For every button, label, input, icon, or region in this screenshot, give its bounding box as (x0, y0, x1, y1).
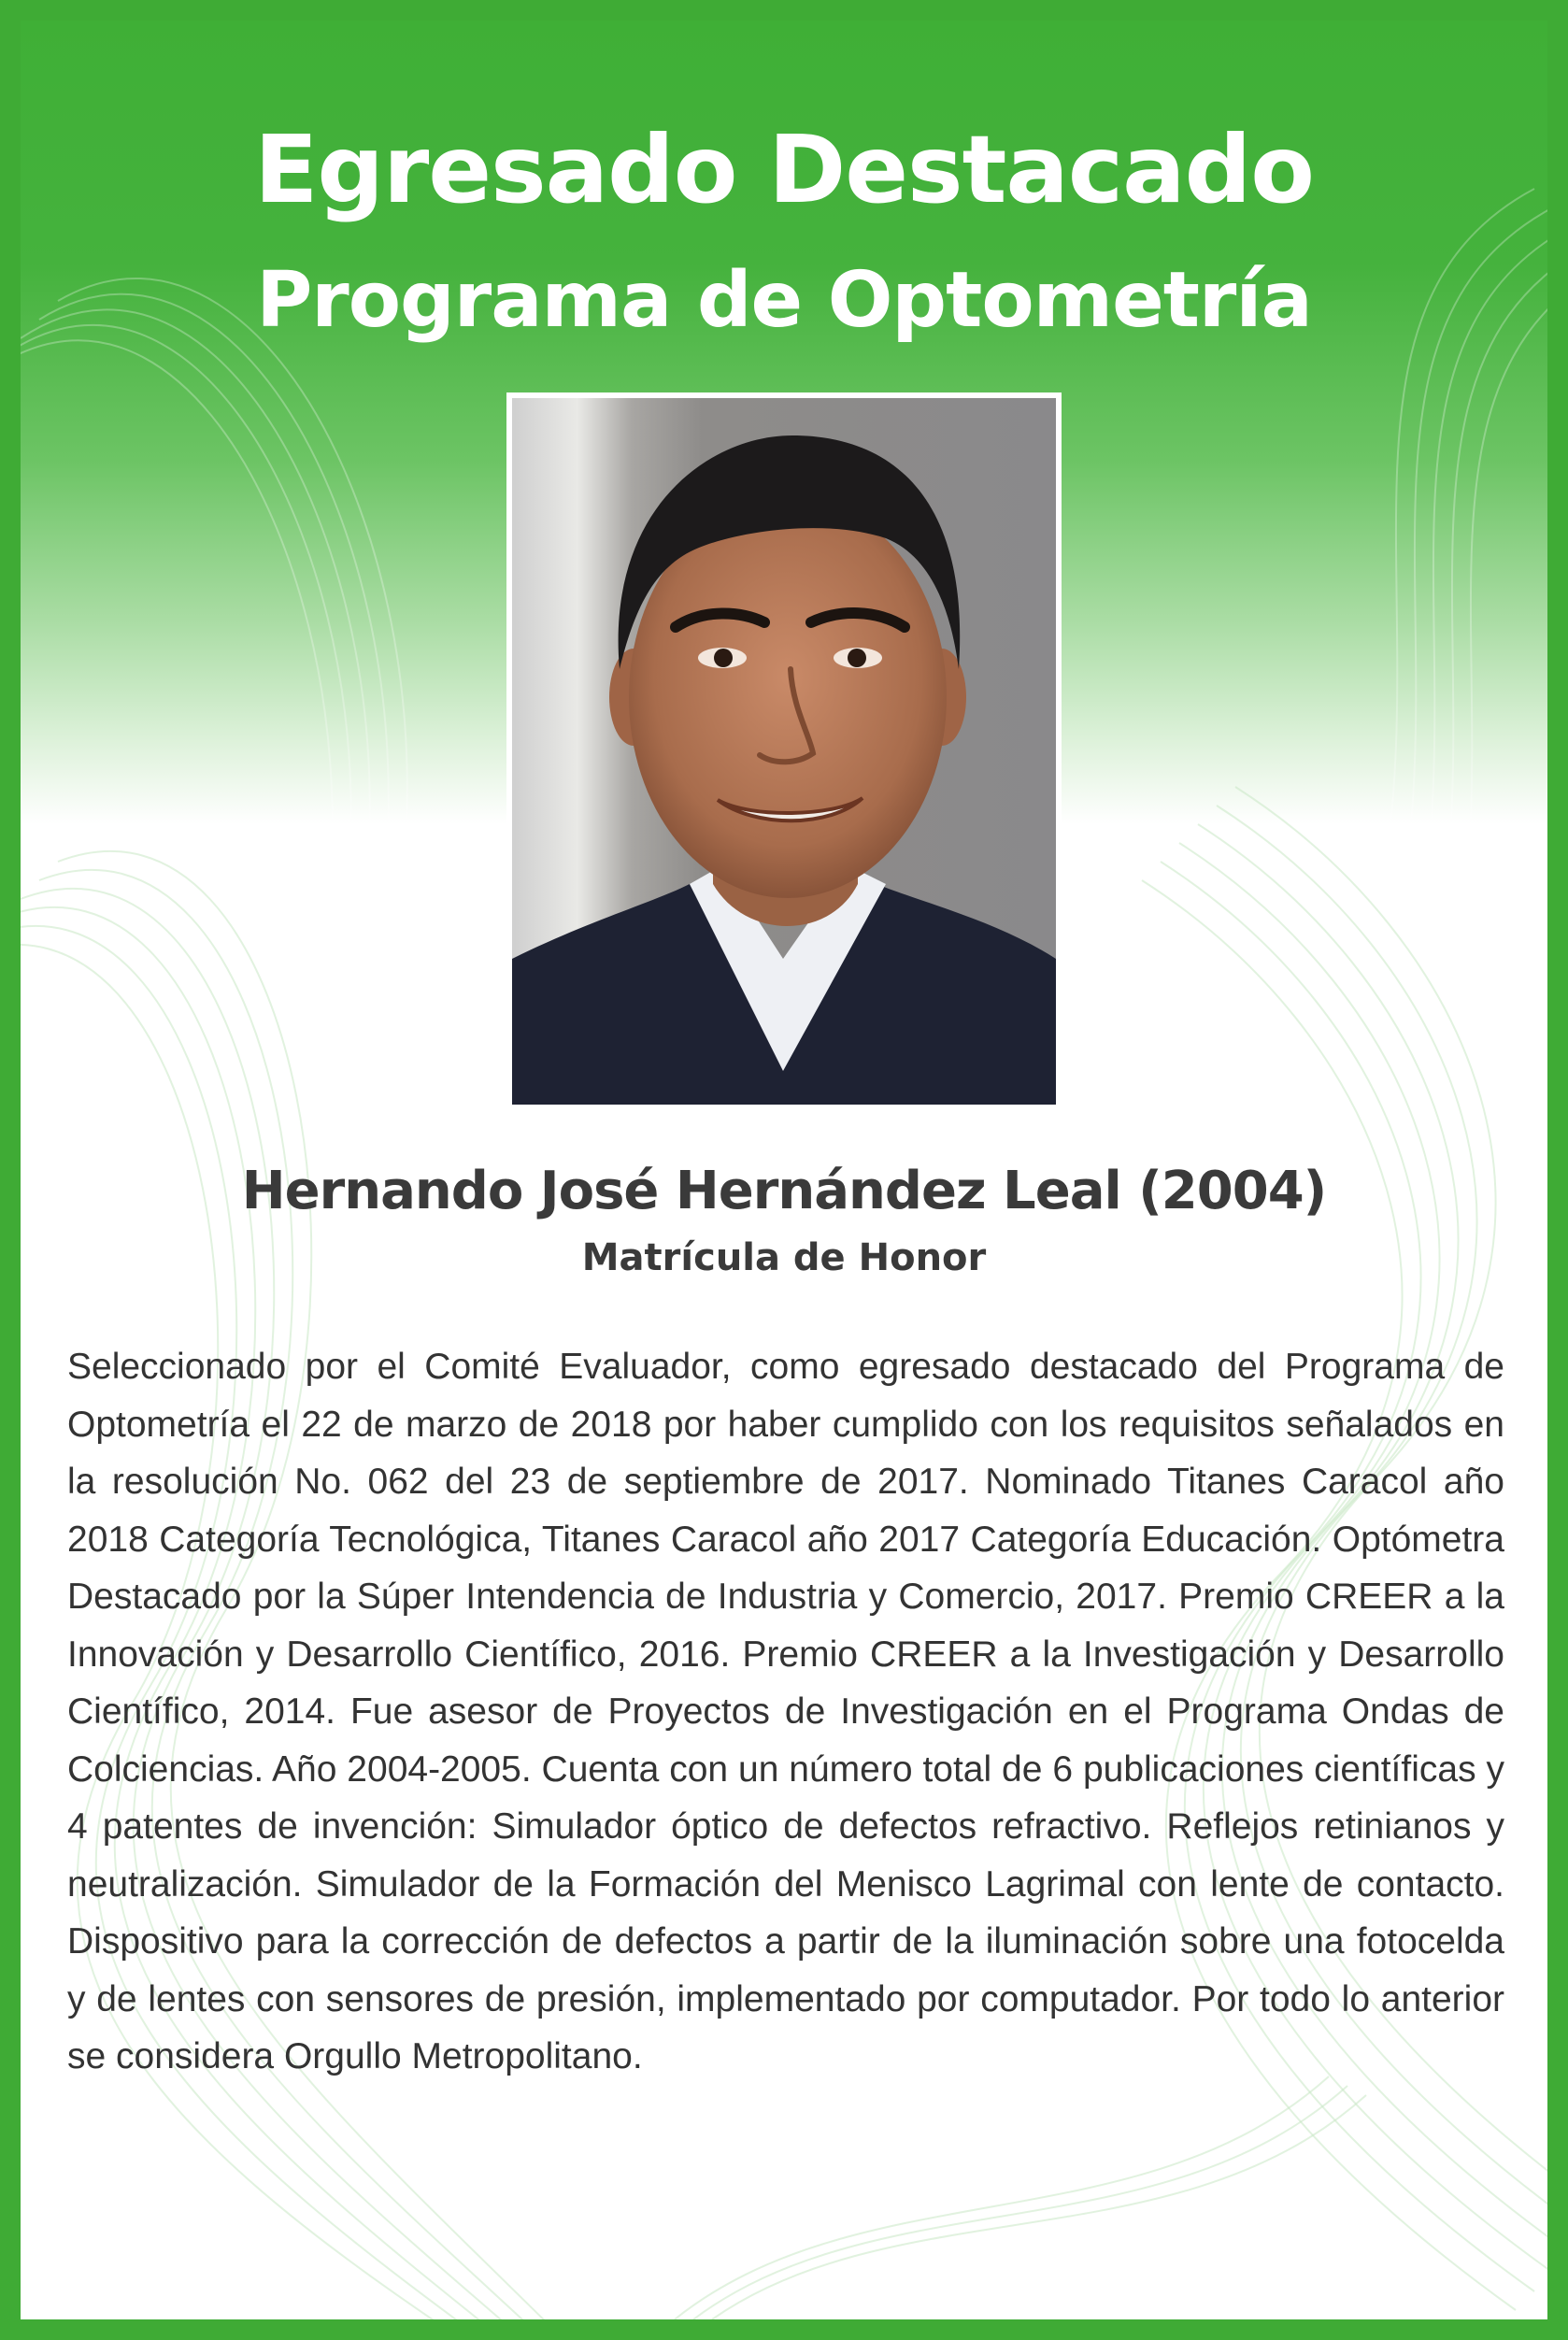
bio-paragraph: Seleccionado por el Comité Evaluador, como egresado destacado del Programa de Optometría el 22 de marzo de 2018 por haber cumplido con los requisitos señalados en la resolución No. 062 del 23 de septiembre de 2017. Nominado Titanes Caracol año 2018 Categoría Tecnológica, Titanes Caracol año 2017 Categoría Educación. Optómetra Destacado por la Súper Intendencia de Industria y Comercio, 2017. Premio CREER a la Innovación y Desarrollo Científico, 2016. Premio CREER a la Investigación y Desarrollo Científico, 2014. Fue asesor de Proyectos de Investigación en el Programa Ondas de Colciencias. Año 2004-2005. Cuenta con un número total de 6 publicaciones científicas y 4 patentes de invención: Simulador óptico de defectos refractivo. Reflejos retinianos y neutralización. Simulador de la Formación del Menisco Lagrimal con lente de contacto. Dispositivo para la corrección de defectos a partir de la iluminación sobre una fotocelda y de lentes con sensores de presión, implementado por computador. Por todo lo anterior se considera Orgullo Metropolitano. (67, 1347, 1504, 2076)
portrait-illustration (512, 398, 1056, 1105)
portrait-photo (506, 392, 1062, 1110)
page-subtitle: Programa de Optometría (256, 256, 1312, 345)
page-title: Egresado Destacado (254, 115, 1314, 224)
graduate-name: Hernando José Hernández Leal (2004) (241, 1161, 1327, 1221)
honor-label: Matrícula de Honor (581, 1236, 987, 1279)
